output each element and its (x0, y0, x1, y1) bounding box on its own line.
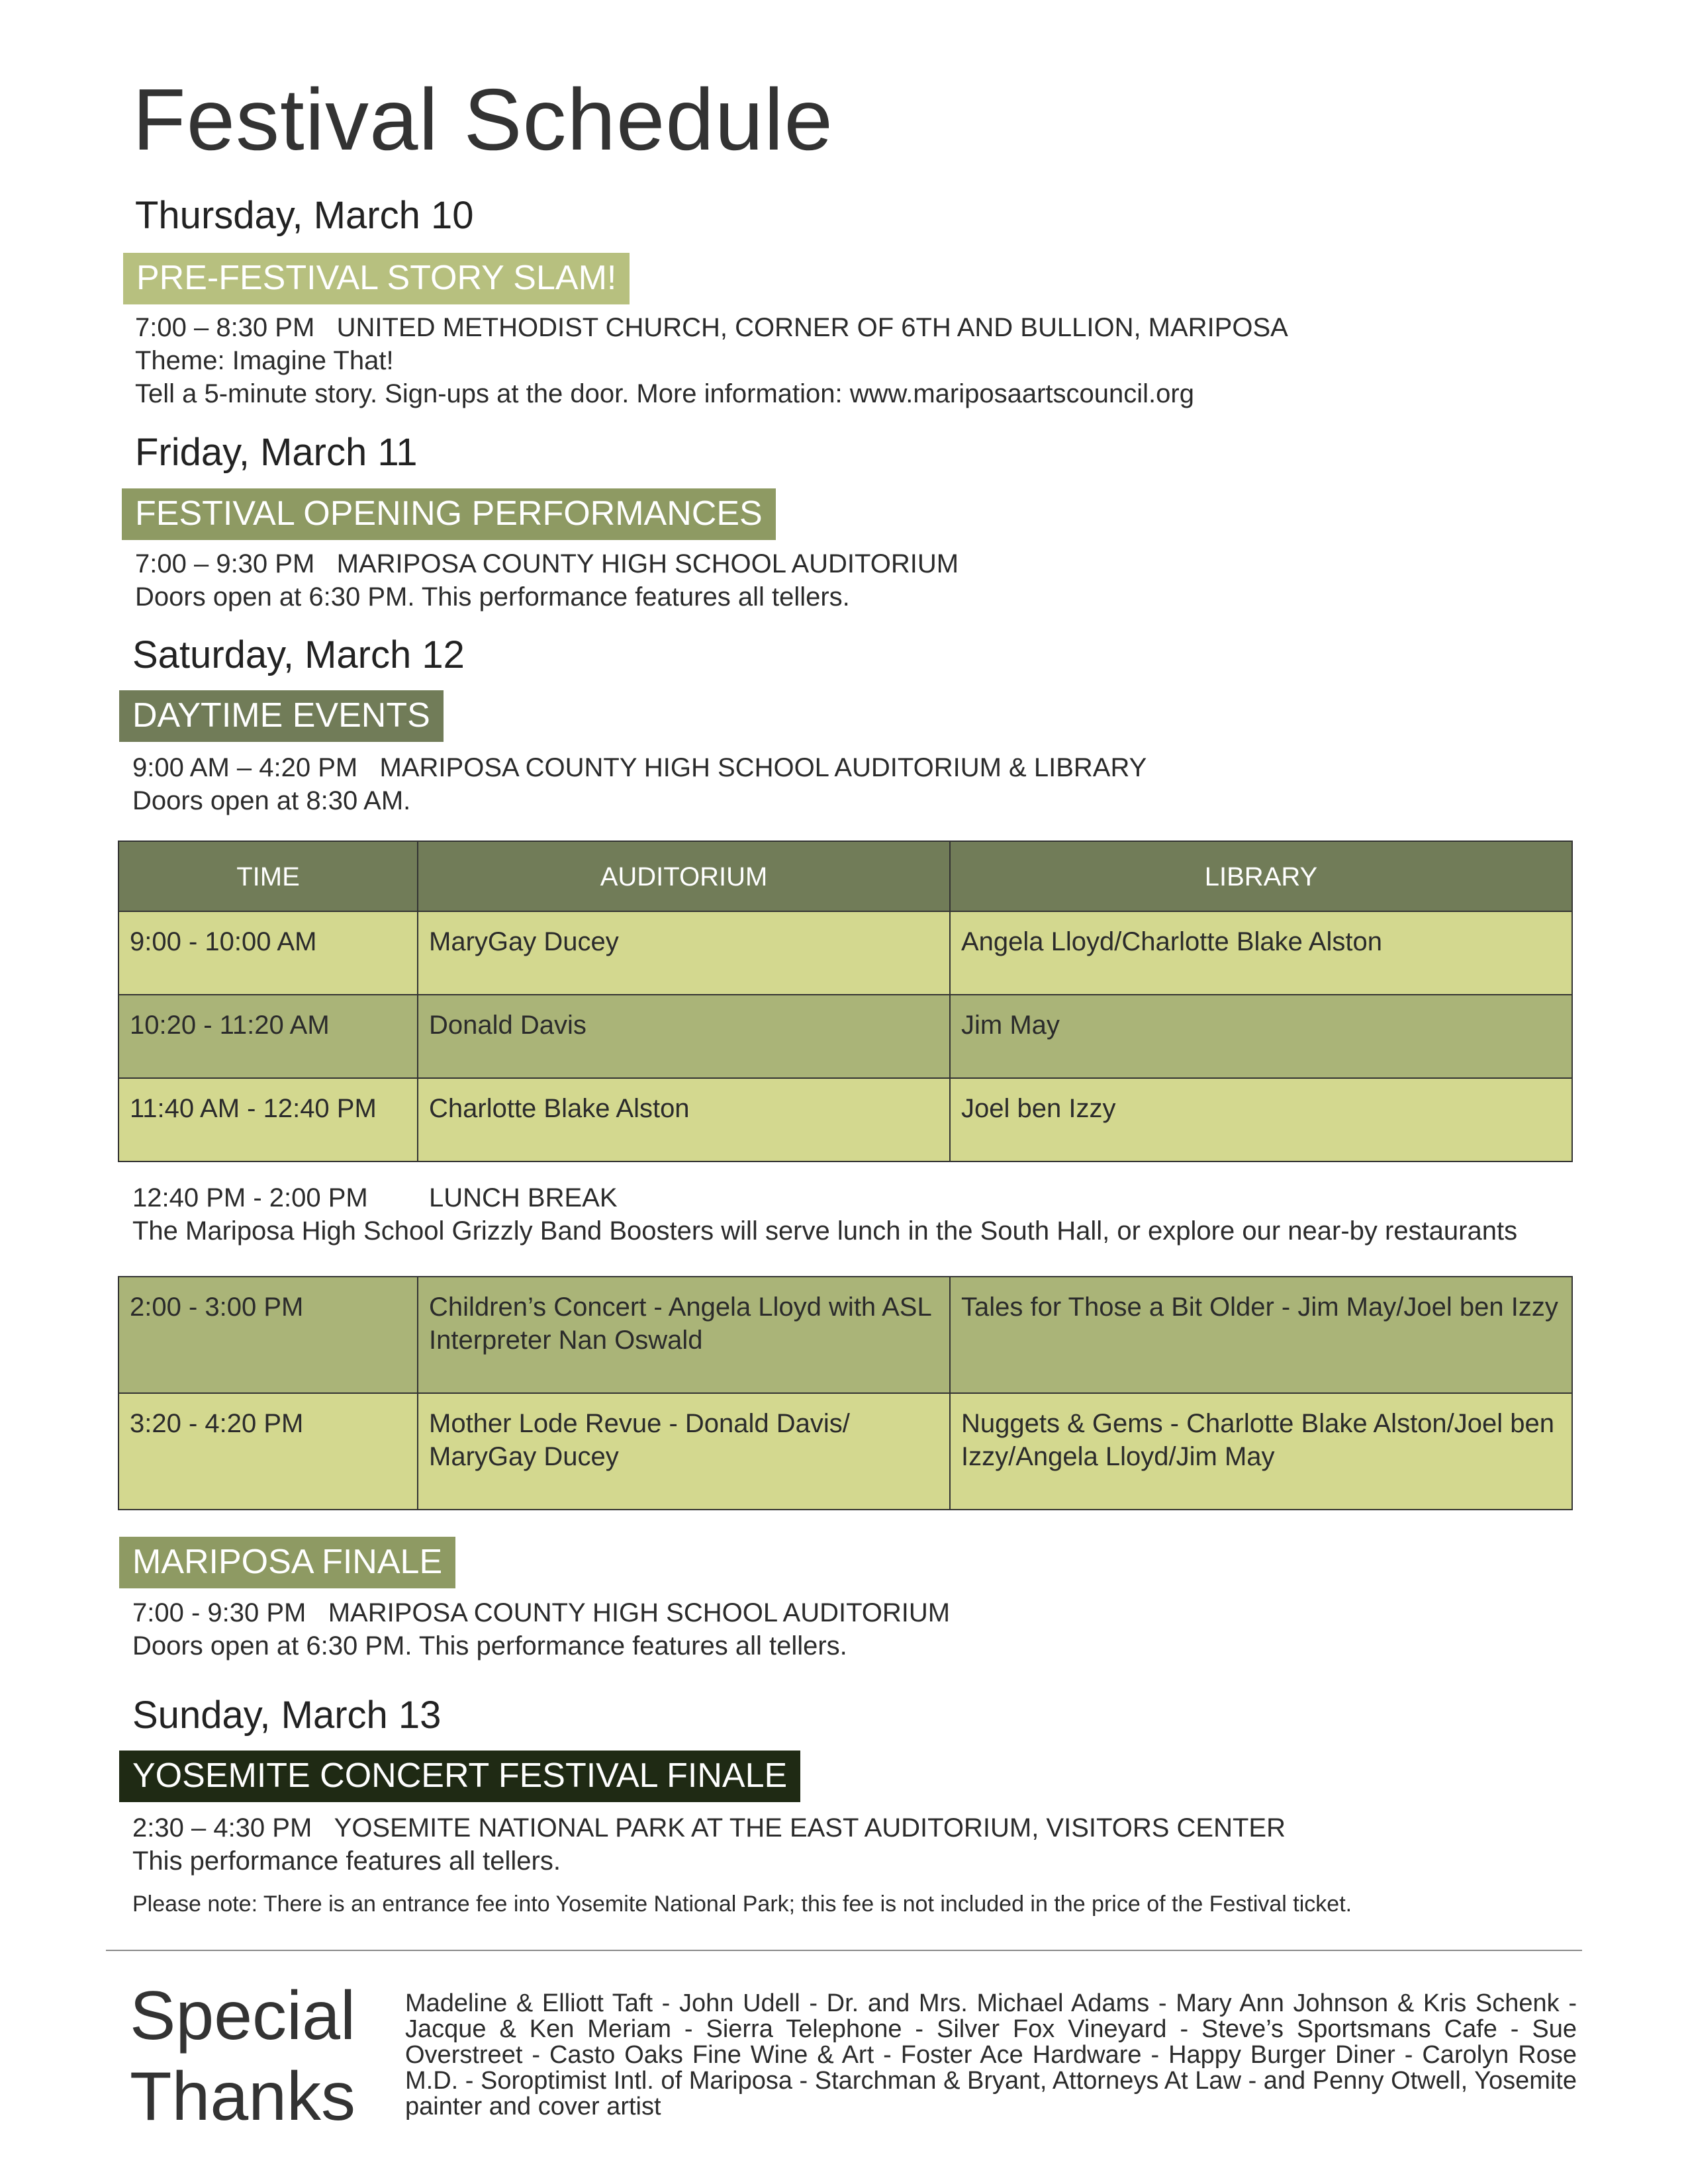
event-tellers-note: This performance features all tellers. (132, 1846, 561, 1876)
table-row (118, 995, 1572, 1078)
event-venue: MARIPOSA COUNTY HIGH SCHOOL AUDITORIUM (336, 549, 959, 578)
event-venue: YOSEMITE NATIONAL PARK AT THE EAST AUDITORIUM, VISITORS CENTER (334, 1813, 1286, 1843)
lunch-row (132, 1183, 618, 1213)
day-heading-thursday: Thursday, March 10 (135, 194, 474, 237)
cell-time: 11:40 AM - 12:40 PM (118, 1078, 418, 1161)
table-row (118, 1277, 1572, 1393)
cell-auditorium: MaryGay Ducey (418, 911, 950, 995)
cell-time: 10:20 - 11:20 AM (118, 995, 418, 1078)
cell-time: 9:00 - 10:00 AM (118, 911, 418, 995)
special-thanks-heading (130, 1976, 355, 2137)
cell-library: Nuggets & Gems - Charlotte Blake Alston/Joel ben Izzy/Angela Lloyd/Jim May (950, 1393, 1572, 1510)
special-thanks-heading-line1: Special (130, 1978, 356, 2054)
column-header-library: LIBRARY (950, 841, 1572, 911)
event-time: 9:00 AM – 4:20 PM (132, 753, 358, 782)
page-title: Festival Schedule (132, 71, 833, 168)
banner-story-slam: PRE-FESTIVAL STORY SLAM! (123, 253, 630, 304)
table-row (118, 1393, 1572, 1510)
day-heading-saturday: Saturday, March 12 (132, 633, 465, 676)
table-row (118, 1078, 1572, 1161)
morning-schedule-table (118, 841, 1573, 1162)
banner-yosemite-finale: YOSEMITE CONCERT FESTIVAL FINALE (119, 1751, 800, 1802)
event-venue: MARIPOSA COUNTY HIGH SCHOOL AUDITORIUM (328, 1598, 951, 1627)
banner-daytime-events: DAYTIME EVENTS (119, 690, 444, 742)
entrance-fee-note: Please note: There is an entrance fee into Yosemite National Park; this fee is not included in the price of the Festival ticket. (132, 1891, 1352, 1917)
column-header-auditorium: AUDITORIUM (418, 841, 950, 911)
event-doors-note: Doors open at 6:30 PM. This performance features all tellers. (135, 582, 850, 612)
event-time-venue-friday (135, 549, 959, 579)
event-time-venue-saturday (132, 753, 1147, 783)
cell-library: Joel ben Izzy (950, 1078, 1572, 1161)
lunch-label: LUNCH BREAK (429, 1183, 618, 1212)
lunch-time: 12:40 PM - 2:00 PM (132, 1183, 368, 1212)
cell-auditorium: Charlotte Blake Alston (418, 1078, 950, 1161)
afternoon-schedule-table (118, 1276, 1573, 1510)
event-time: 7:00 - 9:30 PM (132, 1598, 306, 1627)
table-row (118, 911, 1572, 995)
table-header-row (118, 841, 1572, 911)
cell-library: Angela Lloyd/Charlotte Blake Alston (950, 911, 1572, 995)
column-header-time: TIME (118, 841, 418, 911)
day-heading-sunday: Sunday, March 13 (132, 1694, 442, 1737)
event-info: Tell a 5-minute story. Sign-ups at the door. More information: www.mariposaartscouncil.org (135, 379, 1194, 408)
cell-auditorium: Donald Davis (418, 995, 950, 1078)
cell-library: Jim May (950, 995, 1572, 1078)
event-doors-note: Doors open at 8:30 AM. (132, 786, 411, 815)
lunch-note: The Mariposa High School Grizzly Band Boosters will serve lunch in the South Hall, or explore our near-by restaurants (132, 1216, 1518, 1246)
event-doors-note: Doors open at 6:30 PM. This performance features all tellers. (132, 1631, 847, 1661)
event-time: 7:00 – 8:30 PM (135, 313, 315, 342)
event-theme: Theme: Imagine That! (135, 346, 394, 375)
cell-auditorium: Children’s Concert - Angela Lloyd with ASL Interpreter Nan Oswald (418, 1277, 950, 1393)
cell-time: 3:20 - 4:20 PM (118, 1393, 418, 1510)
banner-mariposa-finale: MARIPOSA FINALE (119, 1537, 455, 1588)
special-thanks-list: Madeline & Elliott Taft - John Udell - Dr. and Mrs. Michael Adams - Mary Ann Johnson & Kris Schenk - Jacque & Ken Meriam - Sierra Telephone - Silver Fox Vineyard - Steve’s Sportsmans Cafe - Sue Overstreet - Casto Oaks Fine Wine & Art - Foster Ace Hardware - Happy Burger Diner - Carolyn Rose M.D. - Soroptimist Intl. of Mariposa - Starchman & Bryant, Attorneys At Law - and Penny Otwell, Yosemite painter and cover artist (405, 1989, 1577, 2120)
cell-library: Tales for Those a Bit Older - Jim May/Joel ben Izzy (950, 1277, 1572, 1393)
cell-auditorium: Mother Lode Revue - Donald Davis/ MaryGay Ducey (418, 1393, 950, 1510)
event-time-venue-finale (132, 1598, 950, 1628)
banner-opening-performances: FESTIVAL OPENING PERFORMANCES (122, 488, 776, 540)
event-time-venue-thursday (135, 313, 1288, 343)
event-venue: MARIPOSA COUNTY HIGH SCHOOL AUDITORIUM & LIBRARY (379, 753, 1147, 782)
divider (106, 1950, 1582, 1951)
special-thanks-heading-line2: Thanks (130, 2058, 356, 2135)
event-time: 7:00 – 9:30 PM (135, 549, 315, 578)
event-time: 2:30 – 4:30 PM (132, 1813, 312, 1843)
cell-time: 2:00 - 3:00 PM (118, 1277, 418, 1393)
event-venue: UNITED METHODIST CHURCH, CORNER OF 6TH AND BULLION, MARIPOSA (336, 313, 1288, 342)
day-heading-friday: Friday, March 11 (135, 431, 418, 474)
event-time-venue-sunday (132, 1813, 1286, 1843)
